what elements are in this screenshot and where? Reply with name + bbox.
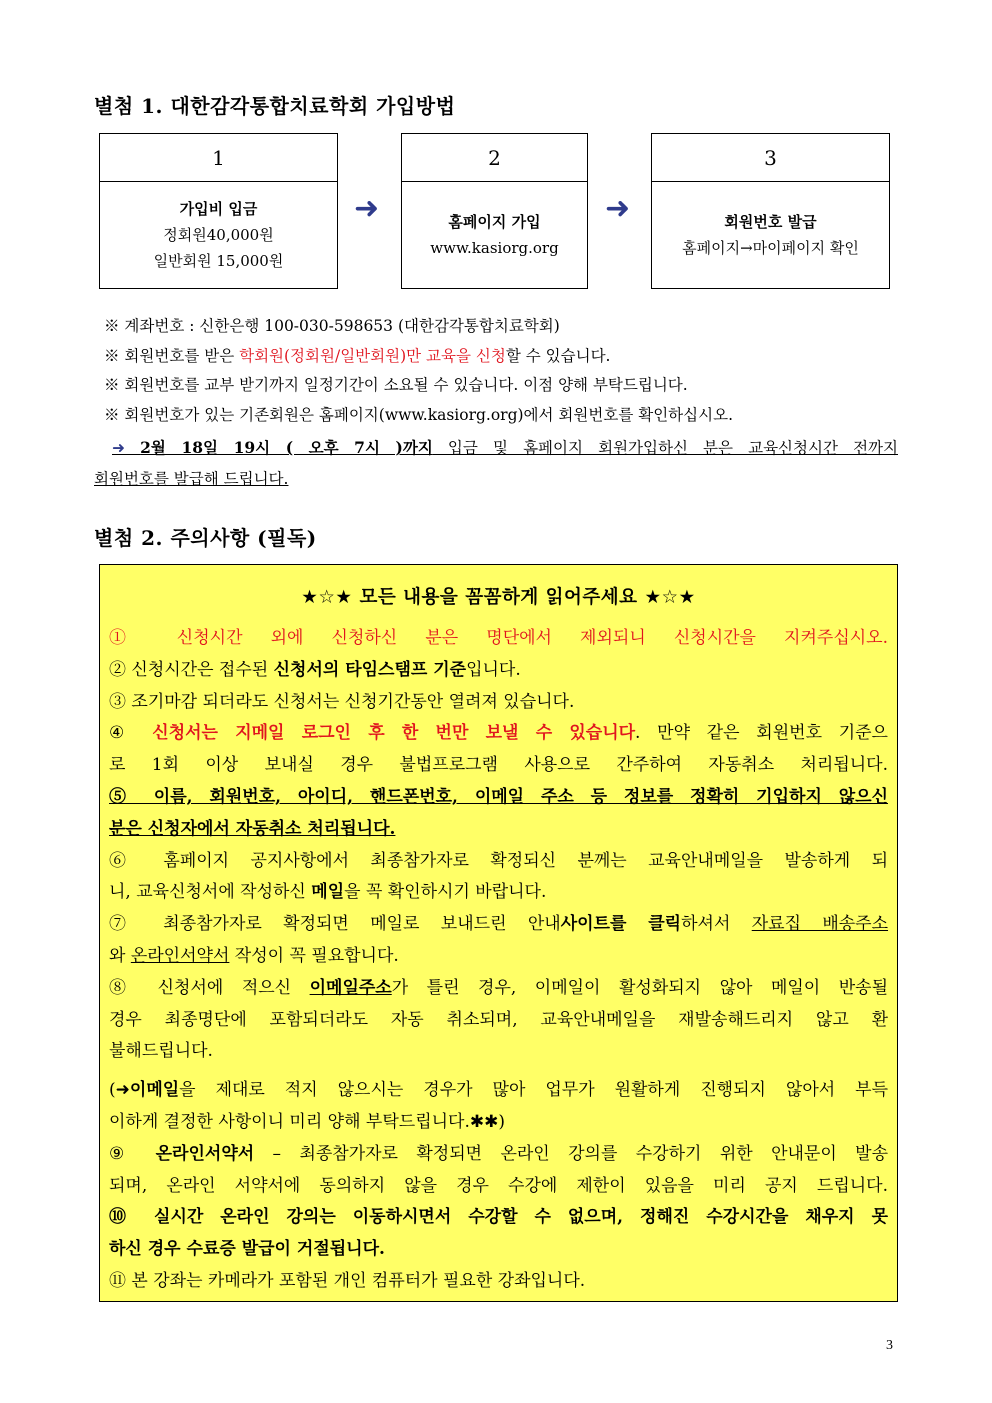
caution-item-5: ⑤ 이름, 회원번호, 아이디, 핸드폰번호, 이메일 주소 등 정보를 정확히 기입하지 않으신	[109, 786, 888, 807]
step-detail: 홈페이지→마이페이지 확인	[682, 239, 859, 257]
caution-email-note: (➜이메일을 제대로 적지 않으시는 경우가 많아 업무가 원활하게 진행되지 않아서 부득	[109, 1080, 888, 1101]
step-title: 회원번호 발급	[724, 213, 817, 231]
caution-title: ★☆★ 모든 내용을 꼼꼼하게 읽어주세요 ★☆★	[301, 587, 696, 608]
caution-item-6: ⑥ 홈페이지 공지사항에서 최종참가자로 확정되신 분께는 교육안내메일을 발송하게 되	[109, 850, 888, 871]
step-3-box	[651, 133, 890, 289]
note-issue-delay: ※ 회원번호를 교부 받기까지 일정기간이 소요될 수 있습니다. 이점 양해 부탁드립니다.	[104, 376, 688, 394]
arrow-right-icon: ➜	[112, 439, 125, 457]
note-member-only: ※ 회원번호를 받은 학회원(정회원/일반회원)만 교육을 신청할 수 있습니다.	[104, 346, 611, 365]
step-number: 1	[100, 134, 337, 182]
asterisk-icon: ✱✱	[469, 1111, 499, 1132]
arrow-right-icon: ➜	[115, 1080, 130, 1101]
caution-item-10: ⑩ 실시간 온라인 강의는 이동하시면서 수강할 수 없으며, 정해진 수강시간을 채우지 못	[109, 1207, 888, 1228]
page-number: 3	[886, 1338, 893, 1353]
membership-notes	[104, 312, 733, 430]
caution-item-7: ⑦ 최종참가자로 확정되면 메일로 보내드린 안내사이트를 클릭하셔서 자료집 배송주소	[109, 914, 889, 935]
caution-item-7-cont: 와 온라인서약서 작성이 꼭 필요합니다.	[109, 945, 399, 966]
caution-item-9-cont: 되며, 온라인 서약서에 동의하지 않을 경우 수강에 제한이 있음을 미리 공지 드립니다.	[109, 1175, 888, 1196]
caution-item-9: ⑨ 온라인서약서 – 최종참가자로 확정되면 온라인 강의를 수강하기 위한 안내문이 발송	[109, 1143, 888, 1164]
caution-item-10-cont: 하신 경우 수료증 발급이 거절됩니다.	[109, 1239, 385, 1260]
caution-item-4: ④ 신청서는 지메일 로그인 후 한 번만 보낼 수 있습니다. 만약 같은 회원번호 기준으	[109, 723, 888, 744]
step-number: 3	[652, 134, 889, 182]
note-account: ※ 계좌번호 : 신한은행 100-030-598653 (대한감각통합치료학회)	[104, 317, 560, 335]
step-1-box	[99, 133, 338, 289]
arrow-right-icon: ➜	[605, 191, 631, 226]
caution-item-8-cont: 경우 최종명단에 포함되더라도 자동 취소되며, 교육안내메일을 재발송해드리지 않고 환	[109, 1009, 888, 1030]
star-icon: ★☆★	[644, 587, 696, 608]
step-number: 2	[402, 134, 587, 182]
caution-item-5-cont: 분은 신청자에서 자동취소 처리됩니다.	[109, 818, 396, 839]
caution-item-3: ③ 조기마감 되더라도 신청서는 신청기간동안 열려져 있습니다.	[109, 691, 575, 712]
step-title: 홈페이지 가입	[448, 213, 541, 231]
step-url: www.kasiorg.org	[430, 239, 559, 257]
star-icon: ★☆★	[301, 587, 353, 608]
arrow-right-icon: ➜	[354, 191, 380, 226]
note-deadline: ➜ 2월 18일 19시 ( 오후 7시 )까지 입금 및 홈페이지 회원가입하신 분은 교육신청시간 전까지 회원번호를 발급해 드립니다.	[94, 438, 898, 488]
caution-item-6-cont: 니, 교육신청서에 작성하신 메일을 꼭 확인하시기 바랍니다.	[109, 882, 547, 903]
caution-item-8: ⑧ 신청서에 적으신 이메일주소가 틀린 경우, 이메일이 활성화되지 않아 메일이 반송될	[109, 977, 889, 998]
caution-box	[99, 564, 898, 1302]
caution-email-note-cont: 이하게 결정한 사항이니 미리 양해 부탁드립니다.✱✱)	[109, 1111, 506, 1132]
caution-item-8-cont: 불해드립니다.	[109, 1041, 213, 1062]
step-detail: 일반회원 15,000원	[153, 252, 284, 270]
caution-item-4-cont: 로 1회 이상 보내실 경우 불법프로그램 사용으로 간주하여 자동취소 처리됩니다.	[109, 755, 888, 776]
caution-item-11: ⑪ 본 강좌는 카메라가 포함된 개인 컴퓨터가 필요한 강좌입니다.	[109, 1270, 586, 1291]
attachment1-heading: 별첨 1. 대한감각통합치료학회 가입방법	[94, 94, 456, 118]
caution-item-2: ② 신청시간은 접수된 신청서의 타임스탬프 기준입니다.	[109, 659, 521, 680]
attachment2-heading: 별첨 2. 주의사항 (필독)	[94, 526, 317, 550]
caution-item-1: ① 신청시간 외에 신청하신 분은 명단에서 제외되니 신청시간을 지켜주십시오.	[109, 628, 888, 648]
step-detail: 정회원40,000원	[163, 226, 274, 244]
note-existing-member: ※ 회원번호가 있는 기존회원은 홈페이지(www.kasiorg.org)에서 회원번호를 확인하십시오.	[104, 405, 733, 424]
step-title: 가입비 입금	[179, 200, 258, 218]
step-2-box	[401, 133, 588, 289]
